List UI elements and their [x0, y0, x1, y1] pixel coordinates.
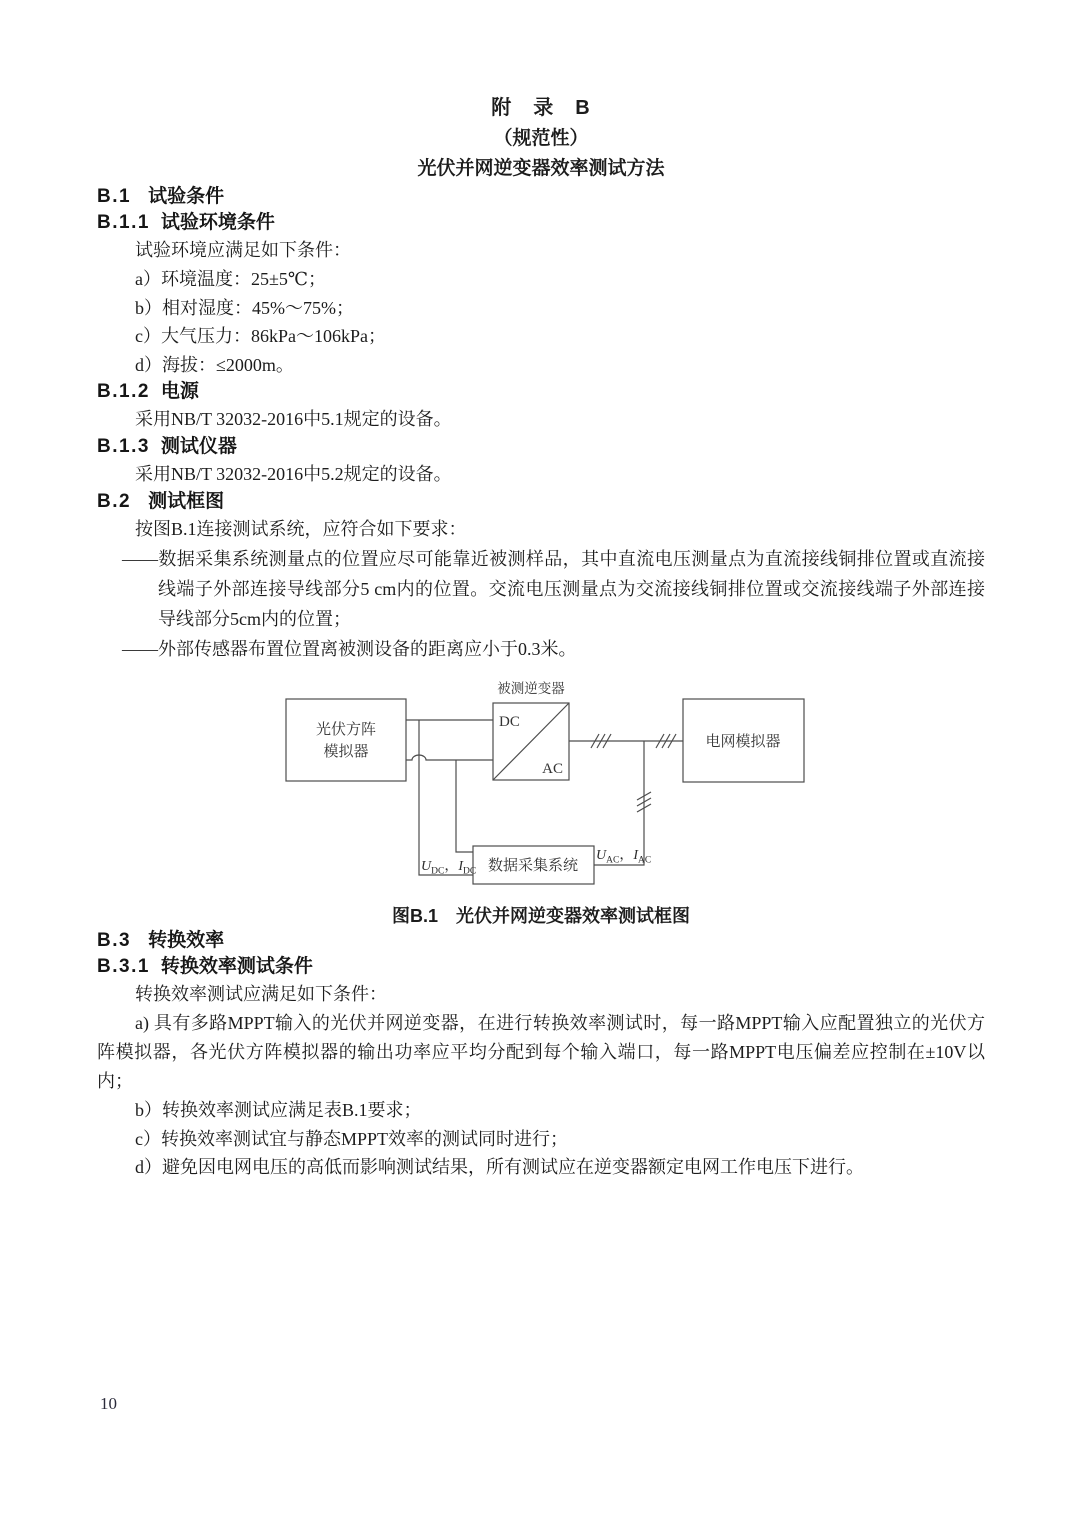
- heading-b11-number: B.1.1: [97, 212, 150, 233]
- heading-b3-title: 转换效率: [148, 930, 225, 951]
- heading-b31: [97, 954, 985, 980]
- idc-sense-wire: [456, 760, 473, 852]
- b11-item-b: b）相对湿度：45%～75%；: [135, 297, 354, 318]
- heading-b11-title: 试验环境条件: [160, 212, 275, 233]
- data-acquisition-label: 数据采集系统: [487, 858, 579, 874]
- heading-b3-number: B.3: [97, 930, 132, 951]
- heading-b12: [97, 379, 985, 405]
- pv-simulator-label-line2: 模拟器: [323, 744, 369, 760]
- pv-array-simulator-box: [286, 699, 406, 781]
- heading-b11: [97, 210, 985, 236]
- b13-body: 采用NB/T 32032-2016中5.2规定的设备。: [135, 464, 452, 484]
- heading-b13-title: 测试仪器: [160, 436, 237, 457]
- uac-iac-label: [596, 848, 651, 866]
- uac-separator: ，: [619, 848, 634, 863]
- heading-b12-title: 电源: [160, 381, 199, 402]
- heading-b2: [97, 489, 985, 515]
- heading-b1: [97, 184, 985, 210]
- heading-b3: [97, 928, 985, 954]
- uac-sense-wire: [594, 741, 644, 865]
- udc-separator: ，: [444, 859, 459, 874]
- b11-item-c: c）大气压力：86kPa～106kPa；: [135, 326, 386, 346]
- iac-subscript: AC: [638, 855, 652, 866]
- udc-subscript: DC: [431, 866, 445, 877]
- b2-intro: 按图B.1连接测试系统，应符合如下要求：: [135, 519, 467, 539]
- b31-intro: 转换效率测试应满足如下条件：: [135, 984, 387, 1004]
- b11-item-d: d）海拔：≤2000m。: [135, 354, 294, 375]
- dc-side-label: DC: [499, 714, 520, 730]
- appendix-title-block: [97, 92, 985, 184]
- heading-b1-title: 试验条件: [148, 186, 225, 207]
- uac-subscript: AC: [606, 855, 620, 866]
- heading-b31-title: 转换效率测试条件: [160, 956, 313, 977]
- heading-b2-title: 测试框图: [148, 491, 225, 512]
- b11-condition-list: [97, 265, 985, 379]
- b31-item-a: a) 具有多路MPPT输入的光伏并网逆变器，在进行转换效率测试时，每一路MPPT输入应配置独立的光伏方阵模拟器，各光伏方阵模拟器的输出功率应平均分配到每个输入端口，每一路MPPT电压偏差应控制在±10V以内；: [97, 1013, 985, 1091]
- udc-symbol: U: [421, 859, 432, 874]
- b2-requirement-list: [97, 544, 985, 664]
- udc-idc-label: [421, 859, 476, 877]
- uac-symbol: U: [596, 848, 607, 863]
- inverter-under-test-label: 被测逆变器: [497, 681, 565, 696]
- heading-b1-number: B.1: [97, 186, 132, 207]
- page-number: 10: [100, 1394, 117, 1413]
- appendix-subject-title: 光伏并网逆变器效率测试方法: [417, 158, 665, 179]
- b31-item-b: b）转换效率测试应满足表B.1要求；: [135, 1100, 422, 1120]
- b31-item-c: c）转换效率测试宜与静态MPPT效率的测试同时进行；: [135, 1128, 569, 1149]
- figure-caption: 图B.1 光伏并网逆变器效率测试框图: [391, 906, 690, 926]
- b12-body: 采用NB/T 32032-2016中5.1规定的设备。: [135, 409, 452, 429]
- heading-b31-number: B.3.1: [97, 956, 150, 977]
- test-block-diagram-figure: [97, 678, 985, 928]
- heading-b13-number: B.1.3: [97, 436, 150, 457]
- b2-dash-item-2: ——外部传感器布置位置离被测设备的距离应小于0.3米。: [122, 639, 577, 659]
- b11-item-a: a）环境温度：25±5℃；: [135, 269, 327, 289]
- heading-b13: [97, 434, 985, 460]
- page-content: [97, 0, 985, 1182]
- heading-b2-number: B.2: [97, 491, 132, 512]
- b11-intro: 试验环境应满足如下条件：: [135, 240, 351, 260]
- idc-symbol: I: [458, 859, 463, 874]
- ac-side-label: AC: [542, 761, 563, 777]
- pv-simulator-label-line1: 光伏方阵: [315, 722, 377, 738]
- iac-symbol: I: [633, 848, 638, 863]
- b31-item-d: d）避免因电网电压的高低而影响测试结果，所有测试应在逆变器额定电网工作电压下进行。: [135, 1157, 864, 1177]
- test-block-diagram: [285, 678, 805, 890]
- b2-dash-item-1: ——数据采集系统测量点的位置应尽可能靠近被测样品，其中直流电压测量点为直流接线铜排位置或直流接线端子外部连接导线部分5 cm内的位置。交流电压测量点为交流接线铜排位置或交流接线端子外部连接导线部分5cm内的位置；: [122, 549, 985, 629]
- idc-subscript: DC: [463, 866, 477, 877]
- heading-b12-number: B.1.2: [97, 381, 150, 402]
- appendix-title: 附 录 B: [491, 97, 591, 119]
- grid-simulator-label: 电网模拟器: [705, 734, 781, 750]
- appendix-normative-label: （规范性）: [493, 128, 589, 149]
- b31-condition-list: [97, 1096, 985, 1182]
